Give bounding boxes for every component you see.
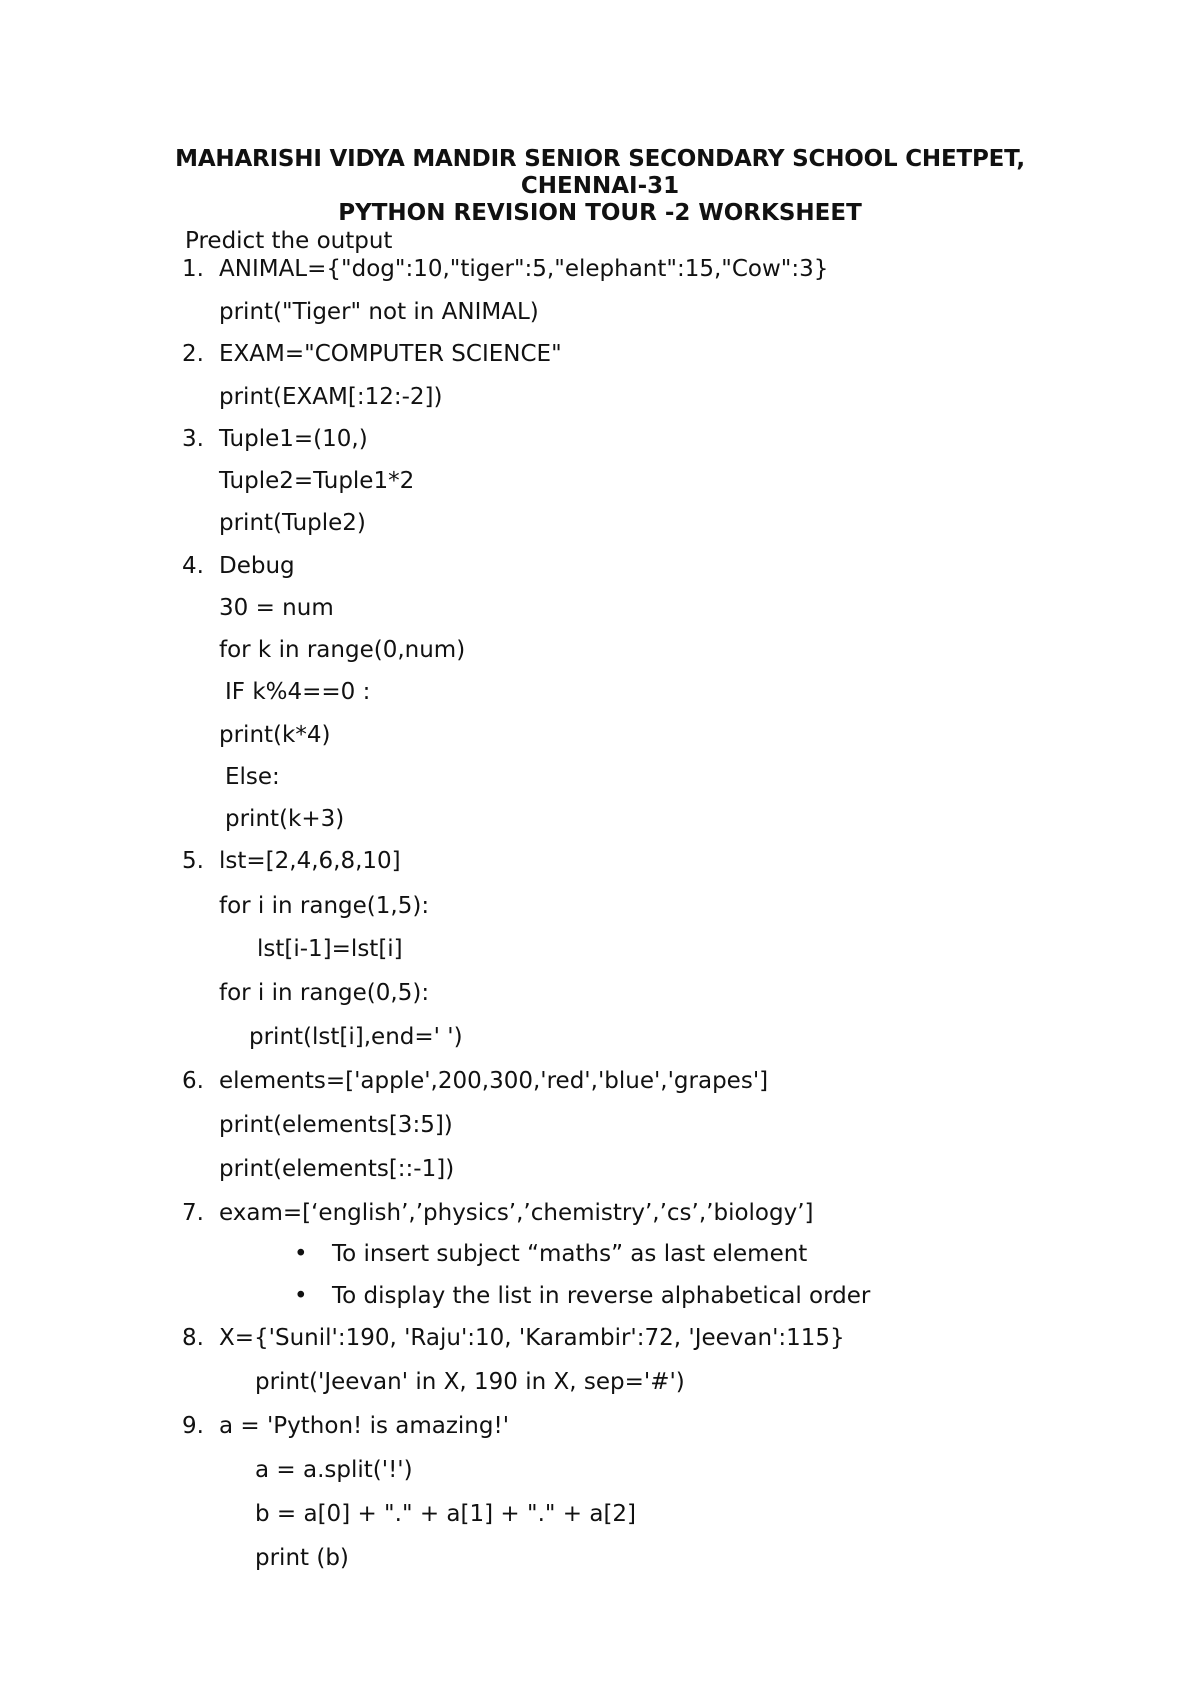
task-item: To insert subject “maths” as last element xyxy=(332,1241,808,1267)
code-line: Else: xyxy=(225,764,280,790)
question-number: 3. xyxy=(182,426,204,452)
code-line: print(EXAM[:12:-2]) xyxy=(219,384,443,410)
code-line: EXAM="COMPUTER SCIENCE" xyxy=(219,341,562,367)
code-line: exam=[‘english’,’physics’,’chemistry’,’cs’,’biology’] xyxy=(219,1200,814,1226)
code-line: IF k%4==0 : xyxy=(225,679,371,705)
code-line: for i in range(0,5): xyxy=(219,980,430,1006)
code-line: a = 'Python! is amazing!' xyxy=(219,1413,510,1439)
bullet-icon: • xyxy=(294,1283,308,1309)
document-header xyxy=(0,146,1200,227)
question-number: 1. xyxy=(182,256,204,282)
code-line: print(Tuple2) xyxy=(219,510,366,536)
code-line: Tuple1=(10,) xyxy=(219,426,368,452)
question-number: 9. xyxy=(182,1413,204,1439)
instruction: Predict the output xyxy=(185,228,393,254)
code-line: print(k*4) xyxy=(219,722,331,748)
code-line: b = a[0] + "." + a[1] + "." + a[2] xyxy=(255,1501,637,1527)
code-line: elements=['apple',200,300,'red','blue','grapes'] xyxy=(219,1068,769,1094)
code-line: a = a.split('!') xyxy=(255,1457,413,1483)
code-line: print(lst[i],end=' ') xyxy=(249,1024,463,1050)
code-line: Tuple2=Tuple1*2 xyxy=(219,468,415,494)
code-line: lst[i-1]=lst[i] xyxy=(257,936,403,962)
code-line: for i in range(1,5): xyxy=(219,893,430,919)
code-line: X={'Sunil':190, 'Raju':10, 'Karambir':72, 'Jeevan':115} xyxy=(219,1325,845,1351)
question-number: 2. xyxy=(182,341,204,367)
code-line: print(k+3) xyxy=(225,806,345,832)
code-line: 30 = num xyxy=(219,595,334,621)
school-name: MAHARISHI VIDYA MANDIR SENIOR SECONDARY SCHOOL CHETPET, xyxy=(175,146,1025,172)
code-line: Debug xyxy=(219,553,295,579)
question-number: 4. xyxy=(182,553,204,579)
code-line: lst=[2,4,6,8,10] xyxy=(219,848,401,874)
school-city: CHENNAI-31 xyxy=(520,173,680,199)
code-line: print(elements[::-1]) xyxy=(219,1156,455,1182)
code-line: print("Tiger" not in ANIMAL) xyxy=(219,299,539,325)
code-line: for k in range(0,num) xyxy=(219,637,466,663)
worksheet-title: PYTHON REVISION TOUR -2 WORKSHEET xyxy=(338,200,862,226)
bullet-icon: • xyxy=(294,1241,308,1267)
code-line: print('Jeevan' in X, 190 in X, sep='#') xyxy=(255,1369,685,1395)
code-line: print (b) xyxy=(255,1545,349,1571)
question-number: 8. xyxy=(182,1325,204,1351)
code-line: ANIMAL={"dog":10,"tiger":5,"elephant":15,"Cow":3} xyxy=(219,256,829,282)
task-item: To display the list in reverse alphabetical order xyxy=(332,1283,871,1309)
question-number: 7. xyxy=(182,1200,204,1226)
question-number: 5. xyxy=(182,848,204,874)
question-number: 6. xyxy=(182,1068,204,1094)
code-line: print(elements[3:5]) xyxy=(219,1112,453,1138)
